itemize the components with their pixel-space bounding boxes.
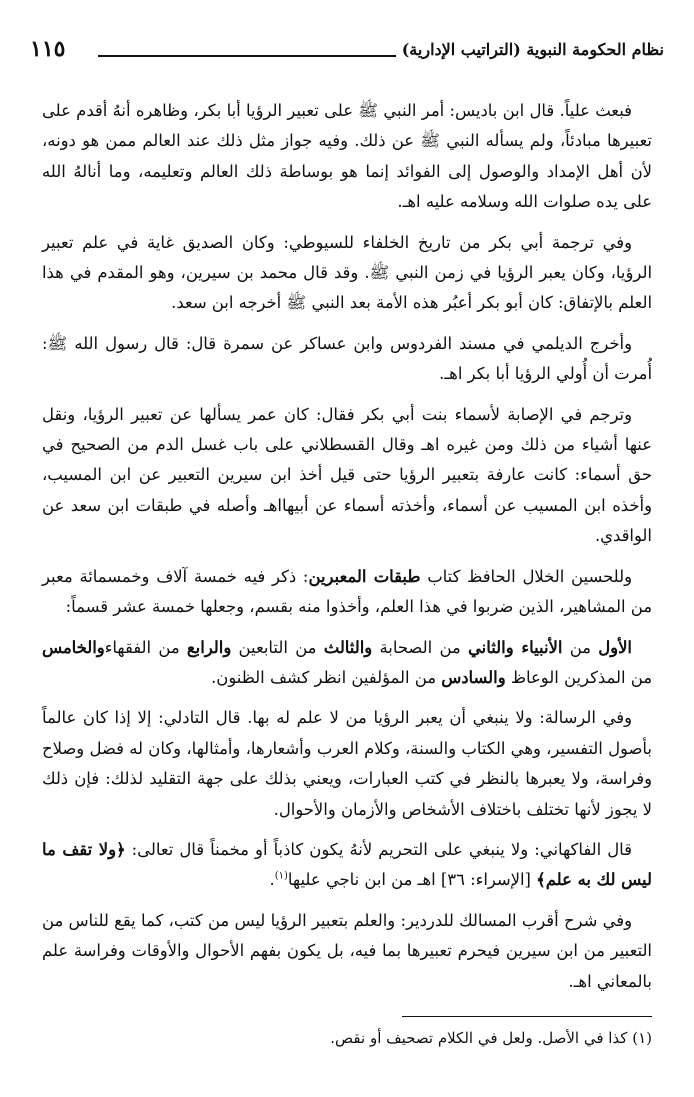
main-text <box>42 96 652 1007</box>
category-term: والثالث <box>323 637 373 657</box>
category-text: من المؤلفين انظر كشف الظنون. <box>211 667 442 687</box>
footnote-marker: (١) <box>274 870 288 882</box>
category-term: والخامس <box>42 637 105 657</box>
category-text: من <box>562 637 599 657</box>
paragraph <box>42 96 652 218</box>
book-title: طبقات المعبرين <box>308 566 421 586</box>
category-text: من التابعين <box>231 637 324 657</box>
paragraph-text: [الإسراء: ٣٦] اهـ من ابن ناجي عليها <box>287 870 537 890</box>
paragraph-text: فبعث علياً. قال ابن باديس: أمر النبي ﷺ على تعبير الرؤيا أبا بكر، وظاهره أنهُ أقدم على تعبيرها مبادئاً، ولم يسأله النبي ﷺ عن ذلك. وفيه جواز مثل ذلك عند العالم ممن هو دونه، لأن أهل الإمداد والوصول إلى الفوائد إنما هو بوساطة ذلك العالم وتعليمه، وما أنالهُ الله على يده صلوات الله وسلامه عليه اهـ. <box>42 101 652 212</box>
footnote: (١) كذا في الأصل. ولعل في الكلام تصحيف أو نقص. <box>330 1029 652 1047</box>
category-text: من المذكرين الوعاظ <box>505 667 652 687</box>
quran-verse: ﴿ولا تقف ما ليس لك به علم﴾ <box>42 839 652 890</box>
paragraph-text: وأخرج الديلمي في مسند الفردوس وابن عساكر عن سمرة قال: قال رسول الله ﷺ: أُمرت أن أُولي الرؤيا أبا بكر اهـ. <box>42 333 652 384</box>
header-rule <box>98 55 396 57</box>
running-title: نظام الحكومة النبوية (التراتيب الإدارية) <box>401 40 664 59</box>
paragraph-text: وترجم في الإصابة لأسماء بنت أبي بكر فقال: كان عمر يسألها عن تعبير الرؤيا، ونقل عنها أشياء من ذلك ومن غيره اهـ وقال القسطلاني على باب غسل الدم من الصحيح في حق أسماء: كانت عارفة بتعبير الرؤيا حتى قيل أخذ ابن سيرين التعبير عن ابن المسيب، وأخذه ابن المسيب عن أسماء، وأخذته أسماء عن أبيهااهـ وأصله في طبقات ابن سعد عن الواقدي. <box>42 404 652 546</box>
category-text: من الفقهاء <box>104 637 187 657</box>
category-term: والسادس <box>441 667 506 687</box>
category-term: والرابع <box>186 637 232 657</box>
paragraph <box>42 703 652 825</box>
paragraph <box>42 835 652 896</box>
paragraph-text: : ذكر فيه خمسة آلاف وخمسمائة معبر من المشاهير، الذين ضربوا في هذا العلم، وأخذوا منه بقسم، وجعلها خمسة عشر قسماً: <box>42 566 652 617</box>
paragraph-categories <box>42 633 652 694</box>
paragraph <box>42 562 652 623</box>
page-header <box>28 36 664 66</box>
paragraph-text: وفي شرح أقرب المسالك للدردير: والعلم بتعبير الرؤيا ليس من كتب، كما يقع للناس من التعبير من ابن سيرين فيحرم تعبيرها بما فيه، بل يكون بفهم الأحوال والأوقات وفراسة علم بالمعاني اهـ. <box>42 910 652 991</box>
paragraph <box>42 329 652 390</box>
paragraph-lead: وللحسين الخلال الحافظ كتاب <box>420 566 633 586</box>
paragraph-text: وفي ترجمة أبي بكر من تاريخ الخلفاء للسيوطي: وكان الصديق غاية في علم تعبير الرؤيا، وكان يعبر الرؤيا في زمن النبي ﷺ. وقد قال محمد بن سيرين، وهو المقدم في هذا العلم بالإتفاق: كان أبو بكر أعبُر هذه الأمة بعد النبي ﷺ أخرجه ابن سعد. <box>42 232 652 313</box>
paragraph-lead: وفي الرسالة: ولا ينبغي أن يعبر الرؤيا من لا علم له بها. قال التادلي: إلا إذا كان عالماً بأصول التفسير، وهي الكتاب والسنة، وكلام العرب وأشعارها، وأمثالها، وكان له فضل وصلاح وفراسة، ولا يعبرها بالنظر في كتب العبارات، ويعني بذلك على جهة التقليد لذلك: فإن ذلك لا يجوز لأنها تختلف باختلاف الأشخاص والأزمان والأحوال. <box>42 708 652 819</box>
category-text: من الصحابة <box>372 637 468 657</box>
paragraph-lead: قال الفاكهاني: ولا ينبغي على التحريم لأنهُ يكون كاذباً أو مخمناً قال تعالى: <box>125 839 632 859</box>
category-term: الأول <box>598 637 632 657</box>
paragraph <box>42 400 652 552</box>
paragraph <box>42 906 652 997</box>
paragraph <box>42 228 652 319</box>
page-number: ١١٥ <box>30 36 66 62</box>
paragraph-tail: . <box>269 870 275 890</box>
category-term: الأنبياء والثاني <box>467 637 563 657</box>
footnote-rule <box>402 1016 652 1017</box>
